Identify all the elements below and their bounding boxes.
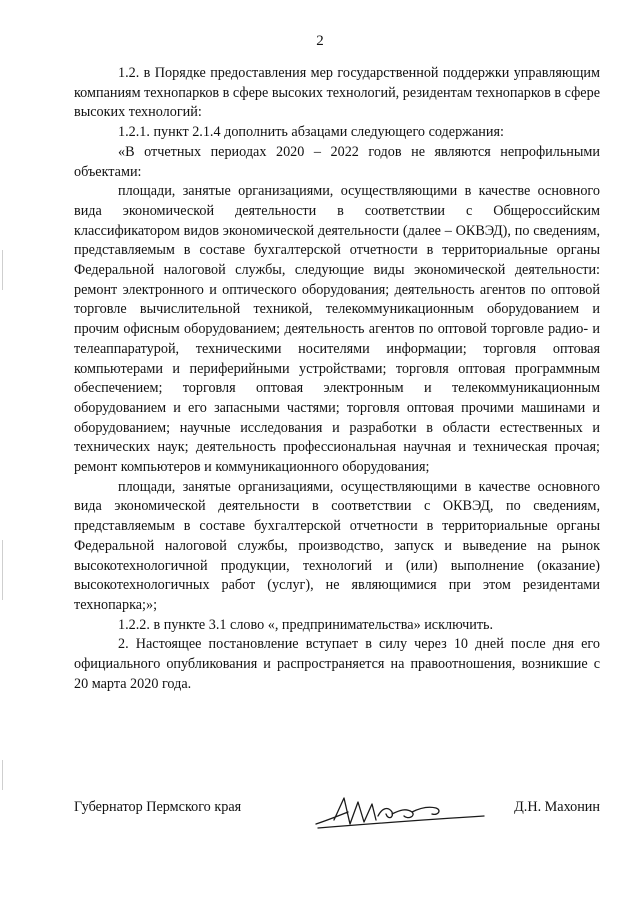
signatory-name: Д.Н. Махонин	[514, 799, 600, 815]
scan-edge-mark	[2, 250, 3, 290]
signatory-role: Губернатор Пермского края	[74, 799, 242, 815]
paragraph-quote-intro: «В отчетных периодах 2020 – 2022 годов не являются непрофильными объектами:	[74, 143, 600, 180]
paragraph-1-2: 1.2. в Порядке предоставления мер государственной поддержки управляющим компаниям технопарков в сфере высоких технологий, резидентам технопарков в сфере высоких технологий:	[74, 65, 600, 121]
document-body	[74, 64, 600, 695]
paragraph-areas-1: площади, занятые организациями, осуществляющими в качестве основного вида экономической деятельности в соответствии с Общероссийским классификатором видов экономической деятельности (далее – ОКВЭД), по сведениям, представляемым в составе бухгалтерской отчетности в территориальные органы Федеральной налоговой службы, следующие виды экономической деятельности: ремонт электронного и оптического оборудования; деятельность агентов по оптовой торговле вычислительной техникой, телекоммуникационным оборудованием и прочим офисным оборудованием; деятельность агентов по оптовой торговле радио- и телеаппаратурой, техническими носителями информации; торговля оптовая компьютерами и периферийными устройствами; торговля оптовая программным обеспечением; торговля оптовая электронным и телекоммуникационным оборудованием и его запасными частями; торговля оптовая прочими машинами и оборудованием; научные исследования и разработки в области естественных и технических наук; деятельность профессиональная научная и техническая прочая; ремонт компьютеров и коммуникационного оборудования;	[74, 183, 600, 476]
paragraph-areas-2: площади, занятые организациями, осуществляющими в качестве основного вида экономической деятельности в соответствии с ОКВЭД, по сведениям, представляемым в составе бухгалтерской отчетности в территориальные органы Федеральной налоговой службы, производство, запуск и выведение на рынок высокотехнологичной продукции, технологий и (или) выполнение (оказание) высокотехнологичных работ (услуг), не являющимися при этом резидентами технопарка;»;	[74, 478, 600, 613]
paragraph-2: 2. Настоящее постановление вступает в силу через 10 дней после дня его официального опубликования и распространяется на правоотношения, возникшие с 20 марта 2020 года.	[74, 636, 600, 692]
paragraph-1-2-1: 1.2.1. пункт 2.1.4 дополнить абзацами следующего содержания:	[118, 124, 504, 141]
handwritten-signature	[308, 790, 488, 840]
scan-edge-mark	[2, 760, 3, 790]
paragraph-1-2-2: 1.2.2. в пункте 3.1 слово «, предпринимательства» исключить.	[118, 616, 494, 633]
scan-edge-mark	[2, 540, 3, 600]
page-number: 2	[316, 33, 324, 49]
